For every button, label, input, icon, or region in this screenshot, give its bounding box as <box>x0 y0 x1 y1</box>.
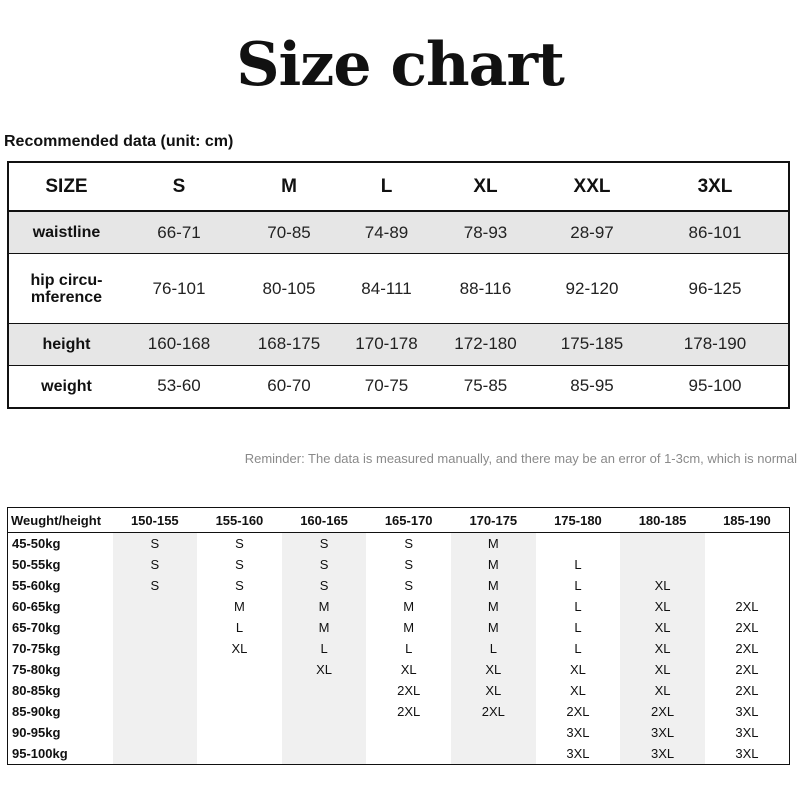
measurement-row <box>8 254 789 324</box>
measurement-cell: 85-95 <box>570 376 614 396</box>
size-cell: XL <box>231 641 248 656</box>
recommendation-row <box>8 575 790 596</box>
size-cell: S <box>113 533 198 555</box>
size-cell: XL <box>282 659 367 680</box>
size-cell <box>197 659 282 680</box>
size-cell <box>536 533 621 555</box>
size-cell: XL <box>620 596 705 617</box>
measurement-row-label: waistline <box>8 211 124 254</box>
size-cell: 3XL <box>620 722 705 743</box>
size-cell: 2XL <box>566 704 590 719</box>
height-header-cell: 165-170 <box>366 508 451 533</box>
measurement-cell: 28-97 <box>542 211 642 254</box>
size-cell: S <box>113 575 198 596</box>
size-cell <box>113 659 198 680</box>
recommendation-row <box>8 596 790 617</box>
recommendation-header-row <box>8 508 790 533</box>
weight-label-cell: 55-60kg <box>12 578 61 593</box>
measurement-cell: 172-180 <box>429 323 542 365</box>
weight-label-cell: 85-90kg <box>12 704 61 719</box>
size-cell: L <box>451 638 536 659</box>
recommendation-row <box>8 659 790 680</box>
size-cell <box>282 722 367 743</box>
header-cell-size: SIZE <box>8 162 124 211</box>
recommendation-row <box>8 533 790 555</box>
size-cell: L <box>574 599 582 614</box>
height-header-cell: 150-155 <box>113 508 198 533</box>
size-cell: M <box>451 554 536 575</box>
size-cell <box>366 722 451 743</box>
size-cell: XL <box>620 659 705 680</box>
size-cell <box>705 554 790 575</box>
recommendation-row <box>8 722 790 743</box>
weight-label-cell: 50-55kg <box>12 557 61 572</box>
measurement-cell: 78-93 <box>429 211 542 254</box>
height-header-cell: 170-175 <box>451 508 536 533</box>
size-cell: M <box>403 620 415 635</box>
size-cell: 2XL <box>735 662 759 677</box>
weight-label-cell: 70-75kg <box>12 641 61 656</box>
size-cell: 2XL <box>735 641 759 656</box>
header-cell-xl: XL <box>429 162 542 211</box>
measurement-row-label: hip circu- mference <box>8 254 124 324</box>
recommendation-row <box>8 617 790 638</box>
size-cell: S <box>235 536 244 551</box>
size-cell: XL <box>620 575 705 596</box>
weight-label-cell: 45-50kg <box>12 536 61 551</box>
measurement-row <box>8 211 789 254</box>
weight-label-cell: 75-80kg <box>12 662 61 677</box>
measurement-cell: 84-111 <box>344 254 429 324</box>
size-cell <box>113 680 198 701</box>
size-recommendation-table <box>7 507 790 765</box>
size-cell <box>197 680 282 701</box>
measurements-table <box>7 161 790 409</box>
recommendation-row <box>8 554 790 575</box>
size-cell: M <box>403 599 415 614</box>
size-cell: S <box>282 533 367 555</box>
size-cell <box>620 554 705 575</box>
size-cell <box>620 533 705 555</box>
weight-label-cell: 60-65kg <box>12 599 61 614</box>
recommendation-row <box>8 680 790 701</box>
measurement-cell: 75-85 <box>463 376 508 396</box>
measurement-cell: 80-105 <box>234 254 344 324</box>
size-cell: M <box>451 617 536 638</box>
measurement-cell: 96-125 <box>642 254 789 324</box>
recommendation-row <box>8 743 790 765</box>
measurements-header-row <box>8 162 789 211</box>
recommendation-row <box>8 638 790 659</box>
header-cell-m: M <box>234 162 344 211</box>
size-cell: M <box>282 596 367 617</box>
size-cell <box>113 701 198 722</box>
size-cell: S <box>235 557 244 572</box>
size-cell: 3XL <box>566 725 590 740</box>
measurement-cell: 60-70 <box>267 376 311 396</box>
header-cell-3xl: 3XL <box>642 162 789 211</box>
size-cell: L <box>574 641 582 656</box>
measurement-row-label: height <box>8 323 124 365</box>
size-cell: 3XL <box>735 704 759 719</box>
size-cell: XL <box>451 680 536 701</box>
height-header-cell: 175-180 <box>536 508 621 533</box>
size-cell: M <box>234 599 245 614</box>
size-cell: 2XL <box>451 701 536 722</box>
weight-label-cell: 95-100kg <box>12 746 68 761</box>
height-header-cell: 160-165 <box>282 508 367 533</box>
reminder-note: Reminder: The data is measured manually, and there may be an error of 1-3cm, which is normal <box>244 451 797 466</box>
measurement-row <box>8 365 789 408</box>
measurement-cell: 74-89 <box>344 211 429 254</box>
measurement-cell: 86-101 <box>642 211 789 254</box>
size-cell: 2XL <box>397 683 421 698</box>
size-cell <box>451 743 536 765</box>
measurement-cell: 175-185 <box>542 323 642 365</box>
size-cell: M <box>451 575 536 596</box>
size-cell <box>197 722 282 743</box>
size-cell: 3XL <box>566 746 590 761</box>
size-cell: XL <box>620 617 705 638</box>
measurement-cell: 178-190 <box>642 323 789 365</box>
measurements-caption: Recommended data (unit: cm) <box>4 133 234 150</box>
header-cell-s: S <box>124 162 234 211</box>
measurement-cell: 70-75 <box>364 376 409 396</box>
size-cell <box>366 743 451 765</box>
size-cell: S <box>404 578 414 593</box>
size-cell <box>705 533 790 555</box>
size-cell: XL <box>620 680 705 701</box>
size-cell <box>113 722 198 743</box>
size-cell: XL <box>569 662 586 677</box>
size-cell: S <box>404 557 414 572</box>
size-cell: S <box>282 554 367 575</box>
size-cell: 2XL <box>735 599 759 614</box>
measurement-cell: 95-100 <box>688 376 742 396</box>
size-cell: XL <box>620 638 705 659</box>
size-cell: XL <box>451 659 536 680</box>
size-cell: M <box>451 596 536 617</box>
size-cell: S <box>282 575 367 596</box>
size-cell: 2XL <box>620 701 705 722</box>
measurement-cell: 53-60 <box>157 376 201 396</box>
measurement-cell: 66-71 <box>124 211 234 254</box>
header-cell-xxl: XXL <box>542 162 642 211</box>
size-cell: S <box>235 578 244 593</box>
size-cell: M <box>451 533 536 555</box>
size-cell: 3XL <box>620 743 705 765</box>
size-cell: L <box>235 620 244 635</box>
measurement-cell: 170-178 <box>344 323 429 365</box>
size-cell: 3XL <box>735 725 759 740</box>
size-cell: L <box>574 557 582 572</box>
height-header-cell: 180-185 <box>620 508 705 533</box>
size-cell: XL <box>569 683 586 698</box>
weight-label-cell: 90-95kg <box>12 725 61 740</box>
size-cell: S <box>404 536 414 551</box>
size-cell: L <box>405 641 413 656</box>
size-cell: L <box>574 620 582 635</box>
size-cell <box>451 722 536 743</box>
size-cell <box>282 701 367 722</box>
size-cell: L <box>574 578 582 593</box>
measurement-cell: 76-101 <box>124 254 234 324</box>
size-cell: S <box>113 554 198 575</box>
measurement-cell: 88-116 <box>429 254 542 324</box>
measurement-cell: 160-168 <box>124 323 234 365</box>
measurement-cell: 70-85 <box>234 211 344 254</box>
measurement-cell: 168-175 <box>234 323 344 365</box>
size-cell <box>113 743 198 765</box>
size-cell: M <box>282 617 367 638</box>
recommendation-corner-cell: Weught/height <box>8 508 113 533</box>
measurement-cell: 92-120 <box>542 254 642 324</box>
height-header-cell: 185-190 <box>705 508 790 533</box>
height-header-cell: 155-160 <box>197 508 282 533</box>
weight-label-cell: 80-85kg <box>12 683 61 698</box>
size-cell <box>113 617 198 638</box>
size-cell <box>282 743 367 765</box>
size-cell <box>705 575 790 596</box>
size-cell: 2XL <box>735 620 759 635</box>
size-cell <box>113 596 198 617</box>
size-cell: L <box>282 638 367 659</box>
page-title: Size chart <box>236 30 564 100</box>
size-cell <box>197 743 282 765</box>
size-cell <box>113 638 198 659</box>
size-cell: XL <box>400 662 417 677</box>
size-cell <box>282 680 367 701</box>
measurement-row <box>8 323 789 365</box>
size-cell: 2XL <box>735 683 759 698</box>
size-cell <box>197 701 282 722</box>
weight-label-cell: 65-70kg <box>12 620 61 635</box>
size-cell: 3XL <box>735 746 759 761</box>
measurement-row-label: weight <box>41 377 92 395</box>
size-cell: 2XL <box>397 704 421 719</box>
header-cell-l: L <box>344 162 429 211</box>
recommendation-row <box>8 701 790 722</box>
